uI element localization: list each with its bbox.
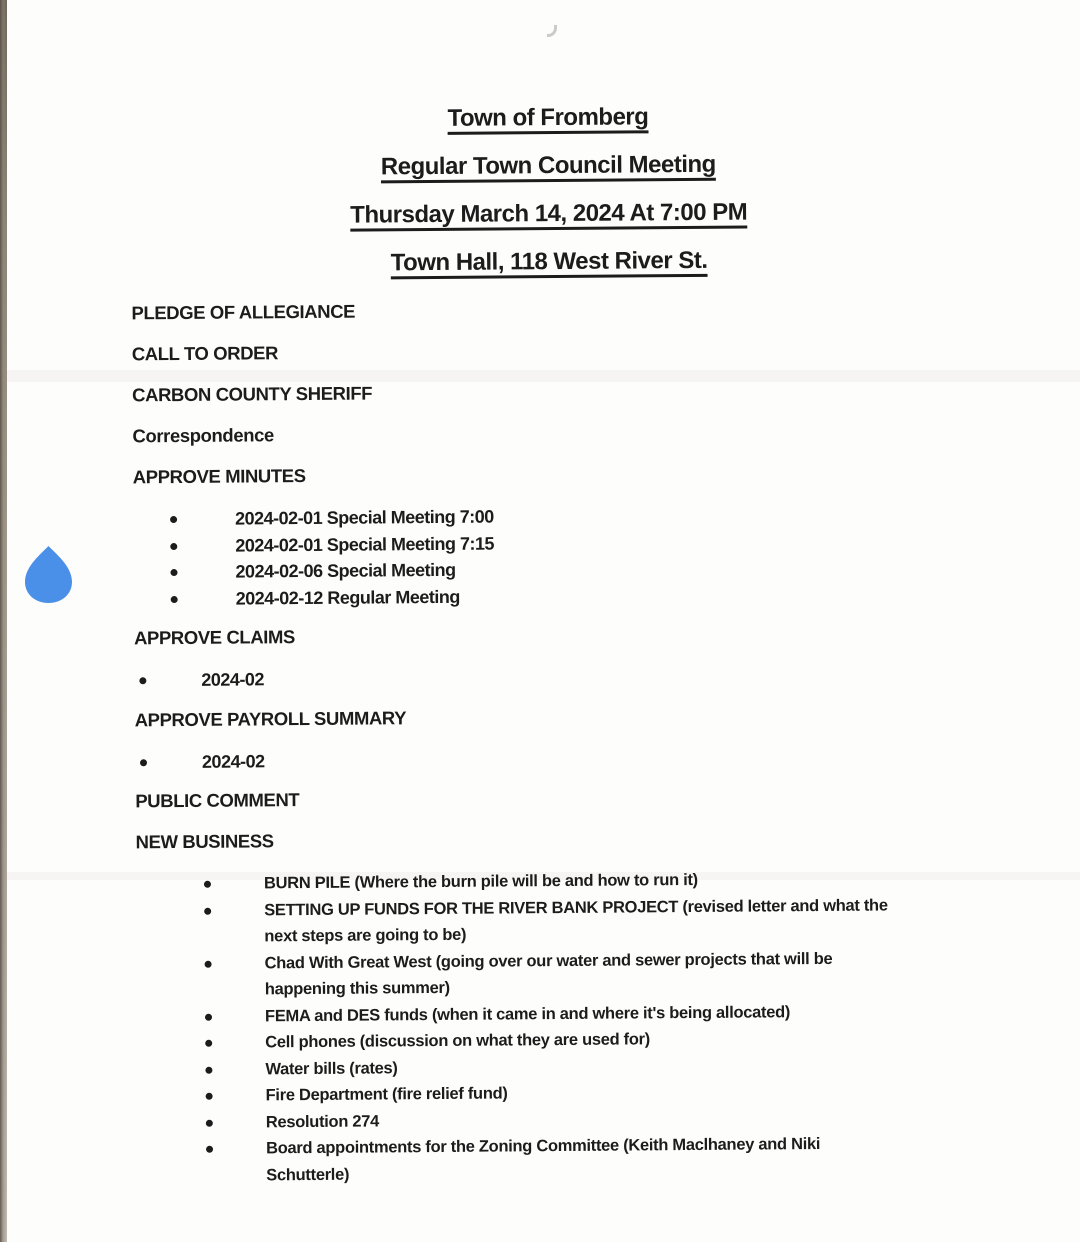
list-item-new-business: Water bills (rates) xyxy=(137,1051,897,1083)
section-heading-new-business: NEW BUSINESS xyxy=(135,830,274,853)
agenda-title: Town of Fromberg xyxy=(447,103,649,132)
section-heading-pledge-of-allegiance: PLEDGE OF ALLEGIANCE xyxy=(131,300,356,324)
approve-claims-list xyxy=(134,660,1080,694)
list-item-new-business: BURN PILE (Where the burn pile will be and how to run it) xyxy=(136,865,896,897)
agenda-datetime: Thursday March 14, 2024 At 7:00 PM xyxy=(350,198,748,229)
approve-minutes-list xyxy=(133,499,1080,612)
list-item-minutes: 2024-02-12 Regular Meeting xyxy=(134,578,1080,612)
list-item-new-business: Fire Department (fire relief fund) xyxy=(138,1077,898,1109)
section-heading-call-to-order: CALL TO ORDER xyxy=(131,342,279,365)
section-heading-approve-minutes: APPROVE MINUTES xyxy=(132,465,306,488)
section-heading-public-comment: PUBLIC COMMENT xyxy=(135,789,300,812)
agenda-body xyxy=(131,294,1080,1189)
blue-drop-annotation xyxy=(24,545,73,604)
list-item-new-business: Cell phones (discussion on what they are used for) xyxy=(137,1024,897,1056)
agenda-meeting-type: Regular Town Council Meeting xyxy=(380,150,716,181)
agenda-location: Town Hall, 118 West River St. xyxy=(390,246,708,277)
section-heading-correspondence: Correspondence xyxy=(132,424,274,447)
blue-drop-shape xyxy=(25,546,72,603)
approve-payroll-list xyxy=(135,741,1080,775)
list-item-new-business: FEMA and DES funds (when it came in and where it's being allocated) xyxy=(137,998,897,1030)
list-item-new-business: Board appointments for the Zoning Committee (Keith Maclhaney and Niki Schutterle) xyxy=(138,1130,898,1189)
agenda-header xyxy=(0,98,1080,282)
section-heading-approve-payroll-summary: APPROVE PAYROLL SUMMARY xyxy=(134,706,407,730)
new-business-list xyxy=(136,865,898,1189)
list-item-minutes: 2024-02-01 Special Meeting 7:00 xyxy=(133,499,1080,533)
list-item-minutes: 2024-02-06 Special Meeting xyxy=(133,552,1080,586)
list-item-new-business: SETTING UP FUNDS FOR THE RIVER BANK PROJECT (revised letter and what the next steps are going to be) xyxy=(136,892,896,951)
list-item-claims: 2024-02 xyxy=(134,660,1080,694)
list-item-minutes: 2024-02-01 Special Meeting 7:15 xyxy=(133,525,1080,559)
list-item-payroll: 2024-02 xyxy=(135,741,1080,775)
section-heading-carbon-county-sheriff: CARBON COUNTY SHERIFF xyxy=(132,382,373,406)
list-item-new-business: Resolution 274 xyxy=(138,1104,898,1136)
list-item-new-business: Chad With Great West (going over our water and sewer projects that will be happening this summer) xyxy=(136,945,896,1004)
section-heading-approve-claims: APPROVE CLAIMS xyxy=(133,626,296,649)
scan-edge-strip xyxy=(0,0,7,1242)
